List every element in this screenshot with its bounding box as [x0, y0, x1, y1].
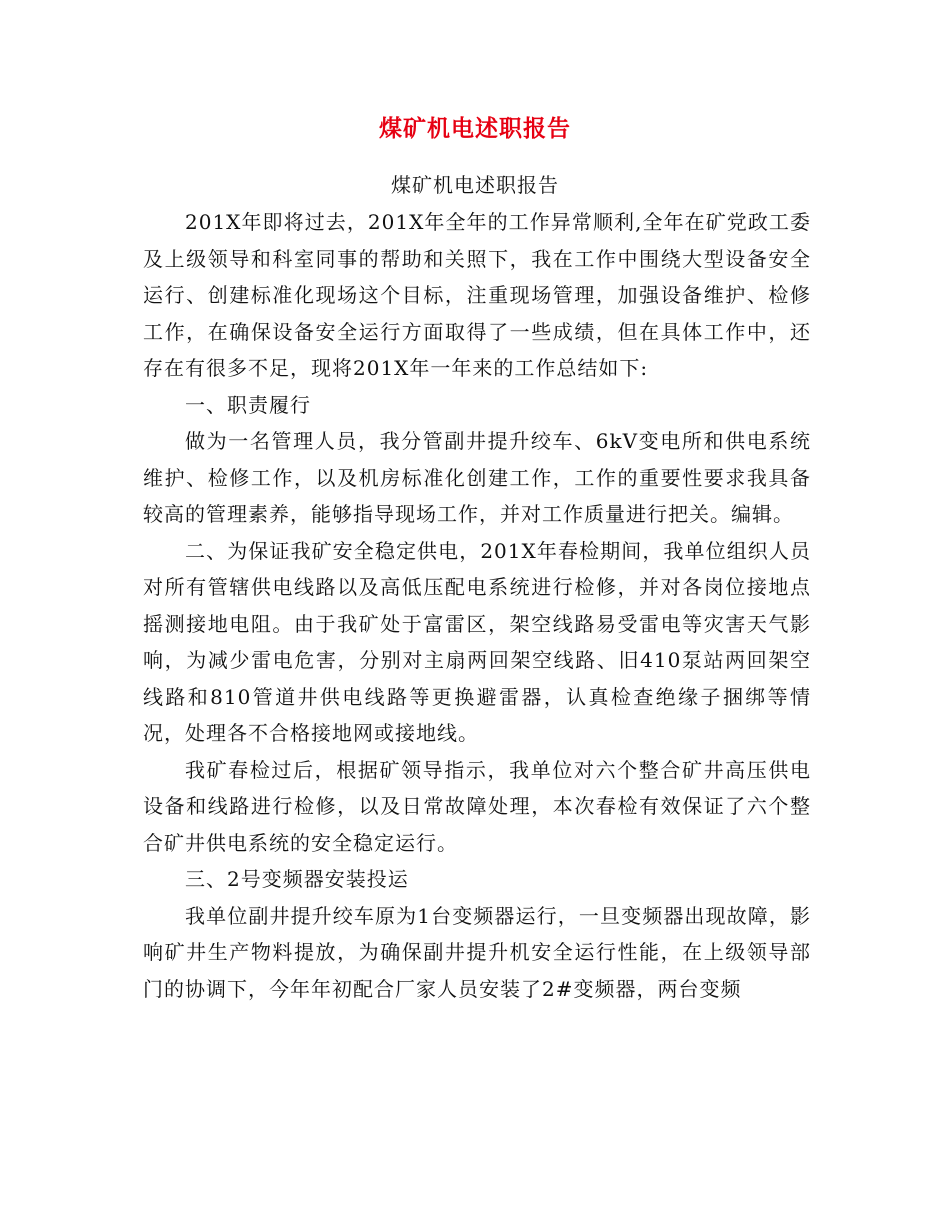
document-title: 煤矿机电述职报告 — [379, 115, 571, 142]
paragraph-intro: 201X年即将过去，201X年全年的工作异常顺利,全年在矿党政工委及上级领导和科室同事的帮助和关照下，我在工作中围绕大型设备安全运行、创建标准化现场这个目标，注重现场管理，加强设备维护、检修工作，在确保设备安全运行方面取得了一些成绩，但在具体工作中，还存在有很多不足，现将201X年一年来的工作总结如下: — [143, 210, 811, 380]
paragraph-duties: 做为一名管理人员，我分管副井提升绞车、6kV变电所和供电系统维护、检修工作，以及机房标准化创建工作，工作的重要性要求我具备较高的管理素养，能够指导现场工作，并对工作质量进行把关。编辑。 — [143, 429, 811, 526]
paragraph-spring-inspection: 二、为保证我矿安全稳定供电，201X年春检期间，我单位组织人员对所有管辖供电线路以及高低压配电系统进行检修，并对各岗位接地点摇测接地电阻。由于我矿处于富雷区，架空线路易受雷电等灾害天气影响，为减少雷电危害，分别对主扇两回架空线路、旧410泵站两回架空线路和810管道井供电线路等更换避雷器，认真检查绝缘子捆绑等情况，处理各不合格接地网或接地线。 — [143, 538, 811, 745]
paragraph-after-inspection: 我矿春检过后，根据矿领导指示，我单位对六个整合矿井高压供电设备和线路进行检修，以及日常故障处理，本次春检有效保证了六个整合矿井供电系统的安全稳定运行。 — [143, 757, 811, 855]
document-body — [143, 204, 811, 1007]
section-heading-inverter: 三、2号变频器安装投运 — [185, 867, 409, 891]
section-heading-duties: 一、职责履行 — [185, 392, 311, 417]
document-subtitle: 煤矿机电述职报告 — [391, 173, 559, 197]
paragraph-inverter: 我单位副井提升绞车原为1台变频器运行，一旦变频器出现故障，影响矿井生产物料提放，为确保副井提升机安全运行性能，在上级领导部门的协调下，今年年初配合厂家人员安装了2#变频器，两台变频 — [143, 903, 811, 1001]
